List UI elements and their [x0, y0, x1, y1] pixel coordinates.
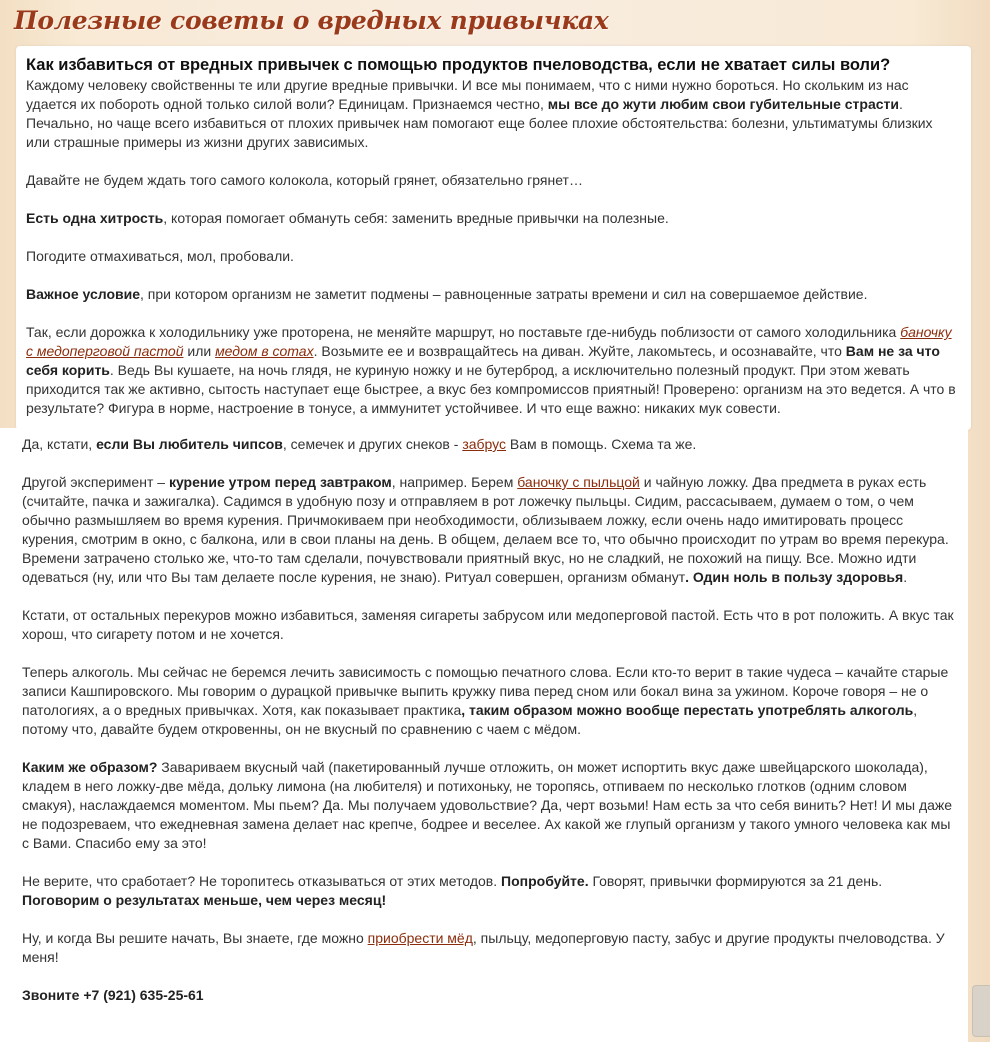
text: Вам в помощь. Схема та же.: [506, 436, 697, 452]
phone-text: Звоните +7 (921) 635-25-61: [22, 987, 204, 1003]
text: Говорят, привычки формируются за 21 день.: [588, 873, 883, 889]
paragraph-alcohol: [22, 663, 960, 739]
bold-text: мы все до жути любим свои губительные страсти: [547, 96, 899, 112]
paragraph-trick: [26, 209, 956, 228]
bold-text: Есть одна хитрость: [26, 210, 164, 226]
text: Другой эксперимент –: [22, 474, 169, 490]
text: Завариваем вкусный чай (пакетированный лучше отложить, он может испортить вкус даже швейцарского шоколада), кладем в него ложку-две мёда, дольку лимона (на любителя) и потихоньку, не торопясь, отпиваем по несколько глотков (одним словом смакуя), наслаждаемся моментом. Мы пьем? Да. Мы получаем удовольствие? Да, черт возьми! Нам есть за что себя винить? Нет! И мы даже не подозреваем, что ежедневная замена делает нас крепче, бодрее и веселее. Ах какой же глупый организм у такого умного человека как мы с Вами. Спасибо ему за это!: [22, 759, 953, 851]
text: , которая помогает обмануть себя: заменить вредные привычки на полезные.: [163, 210, 669, 226]
bold-text: курение утром перед завтраком: [168, 474, 392, 490]
text: , потому что, давайте будем откровенны, он не вкусный по сравнению с чаем с мёдом.: [22, 702, 918, 737]
text: , пыльцу, медоперговую пасту, забус и другие продукты пчеловодства. У меня!: [22, 930, 945, 965]
text: . Ведь Вы кушаете, на ночь глядя, не куриную ножку и не бутерброд, а исключительно полезный продукт. При этом жевать приходится так же активно, сытость наступает еще быстрее, а вкус без компромиссов приятный! Проверено: организм на это ведется. А что в результате? Фигура в норме, настроение в тонусе, а иммунитет устойчивее. И что еще важно: никаких мук совести.: [26, 362, 956, 416]
link-pollen-jar[interactable]: баночку с пыльцой: [517, 474, 640, 490]
bold-text: если Вы любитель чипсов: [96, 436, 283, 452]
text: или: [183, 343, 216, 359]
text: , при котором организм не заметит подмены – равноценные затраты времени и сил на совершаемое действие.: [140, 286, 868, 302]
text: Так, если дорожка к холодильнику уже проторена, не меняйте маршрут, но поставьте где-нибудь поблизости от самого холодильника: [26, 324, 901, 340]
text: , семечек и других снеков -: [282, 436, 463, 452]
paragraph-chips: [22, 435, 960, 454]
bold-text: . Один ноль в пользу здоровья: [685, 569, 904, 585]
text: Не верите, что сработает? Не торопитесь отказываться от этих методов.: [22, 873, 502, 889]
text: . Возьмите ее и возвращайтесь на диван. Жуйте, лакомьтесь, и осознавайте, что: [313, 343, 846, 359]
bold-text: Важное условие: [26, 286, 140, 302]
bold-text: Каким же образом?: [22, 759, 158, 775]
contact-phone: [22, 986, 960, 1005]
paragraph-condition: [26, 285, 956, 304]
text: .: [903, 569, 908, 585]
text: , например. Берем: [391, 474, 518, 490]
paragraph-other-smokes: Кстати, от остальных перекуров можно избавиться, заменяя сигареты забрусом или медоперговой пастой. Есть что в рот положить. А вкус так хорош, что сигарету потом и не хочется.: [22, 607, 954, 642]
text: Каждому человеку свойственны те или другие вредные привычки. И все мы понимаем, что с ними нужно бороться. Но скольким из нас удается их побороть одной только силой воли? Единицам. Признаемся честно,: [26, 77, 909, 112]
bold-text: , таким образом можно вообще перестать употреблять алкоголь: [461, 702, 914, 718]
text: . Печально, но чаще всего избавиться от плохих привычек нам помогают еще более плохие обстоятельства: болезни, ультиматумы близких или страшные примеры из жизни других зависимых.: [26, 96, 933, 150]
paragraph-how: [22, 758, 960, 853]
bold-text: Вам не за что себя корить: [26, 343, 940, 378]
link-honeycomb[interactable]: медом в сотах: [215, 343, 314, 359]
paragraph-buy: [22, 929, 960, 967]
text: Да, кстати,: [22, 436, 97, 452]
link-zabrus[interactable]: забрус: [462, 436, 507, 452]
paragraph-fridge: [26, 323, 956, 418]
bold-text: Поговорим о результатах меньше, чем через месяц!: [22, 892, 387, 908]
scrollbar-thumb[interactable]: [972, 985, 990, 1037]
paragraph-wait: Погодите отмахиваться, мол, пробовали.: [26, 248, 294, 264]
text: и чайную ложку. Два предмета в руках есть (считайте, пачка и зажигалка). Садимся в удобную позу и отправляем в рот ложечку пыльцы. Сидим, рассасываем, думаем о том, о чем обычно размышляем во время курения. Причмокиваем при необходимости, облизываем ложку, если очень надо имитировать процесс курения, смотрим в окно, с балкона, или в свои планы на день. В общем, делаем все то, что обычно происходит по утрам во время перекура. Времени затрачено столько же, что-то там сделали, почувствовали приятный вкус, но не сладкий, не похожий на пищу. Все. Можно идти одеваться (ну, или что Вы там делаете после курения, не знаю). Ритуал совершен, организм обманут: [22, 474, 949, 585]
text: Ну, и когда Вы решите начать, Вы знаете, где можно: [22, 930, 368, 946]
bold-text: Попробуйте.: [501, 873, 589, 889]
page-title: Полезные советы о вредных привычках: [14, 6, 609, 35]
article-content-top: [26, 54, 956, 418]
paragraph-bell: Давайте не будем ждать того самого колокола, который грянет, обязательно грянет…: [26, 172, 583, 188]
paragraph-try: [22, 872, 960, 910]
article-title: Как избавиться от вредных привычек с помощью продуктов пчеловодства, если не хватает силы воли?: [26, 56, 891, 74]
link-buy-honey[interactable]: приобрести мёд: [367, 930, 473, 946]
paragraph-intro: [26, 76, 956, 152]
link-bee-bread-paste[interactable]: баночку с медоперговой пастой: [26, 324, 952, 359]
article-content-bottom: [22, 435, 960, 1005]
text: Теперь алкоголь. Мы сейчас не беремся лечить зависимость с помощью печатного слова. Если кто-то верит в такие чудеса – качайте старые записи Кашпировского. Мы говорим о дурацкой привычке выпить кружку пива перед сном или бокал вина за ужином. Короче говоря – не о патологиях, а о вредных привычках. Хотя, как показывает практика: [22, 664, 949, 718]
paragraph-smoking: [22, 473, 960, 587]
